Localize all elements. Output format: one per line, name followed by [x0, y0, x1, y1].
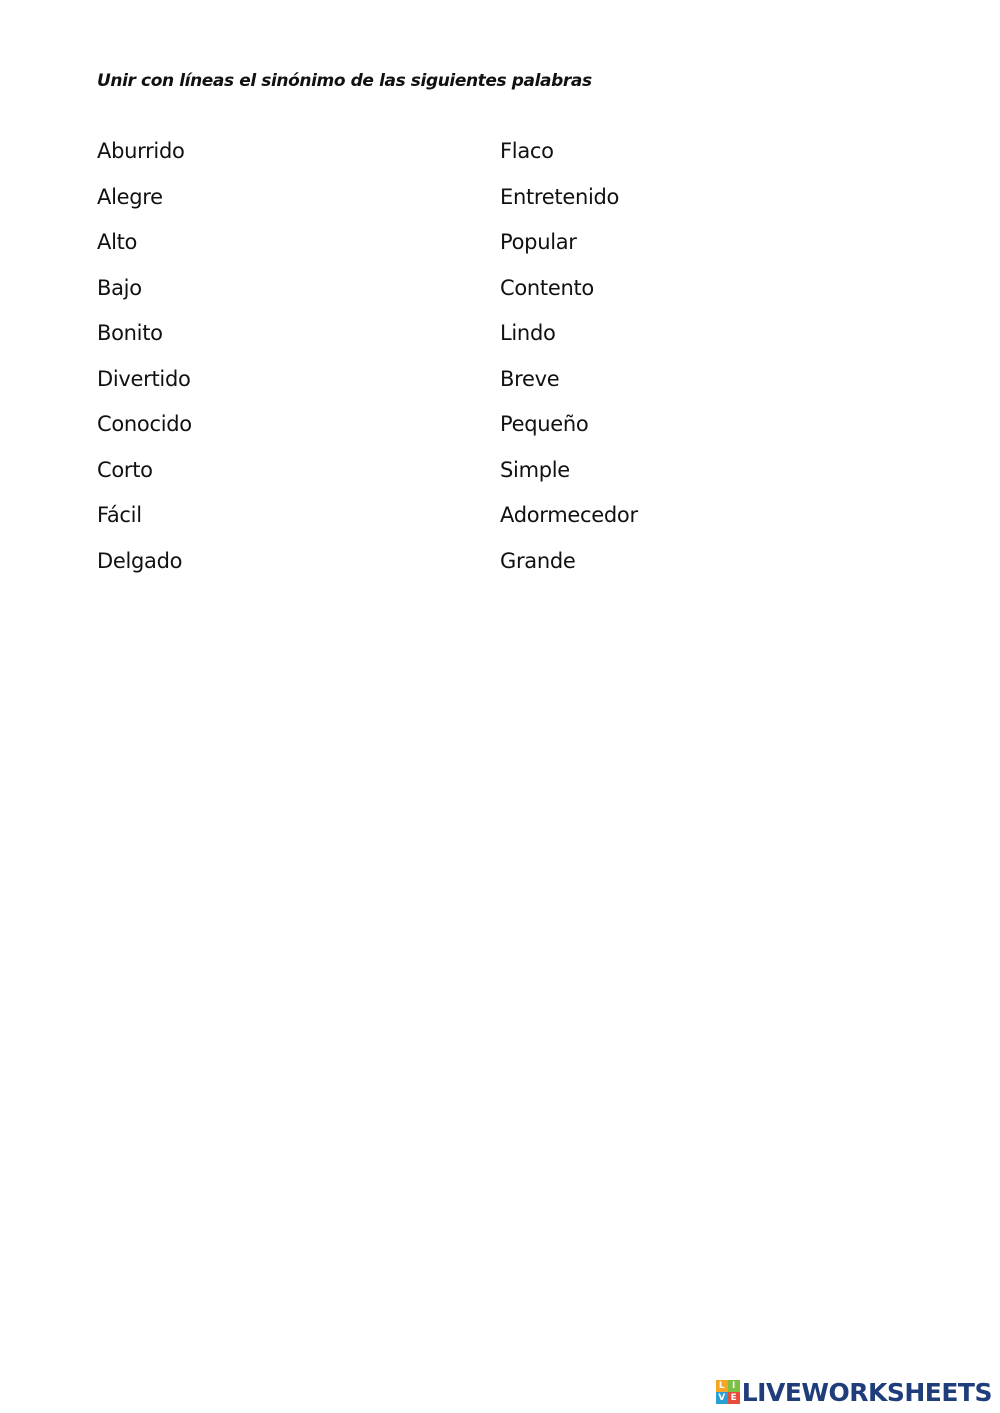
logo-mark-cell: L — [716, 1380, 728, 1392]
liveworksheets-logo-icon — [716, 1380, 740, 1404]
left-word[interactable]: Alegre — [97, 184, 163, 209]
left-word[interactable]: Divertido — [97, 366, 191, 391]
logo-text: LIVEWORKSHEETS — [741, 1377, 992, 1407]
right-word[interactable]: Contento — [500, 275, 594, 300]
right-word[interactable]: Flaco — [500, 139, 554, 163]
left-word[interactable]: Corto — [97, 457, 153, 482]
right-word[interactable]: Grande — [500, 548, 576, 573]
right-word[interactable]: Adormecedor — [500, 503, 638, 527]
instruction-text: Unir con líneas el sinónimo de las siguientes palabras — [97, 71, 592, 91]
logo-mark-cell: V — [716, 1392, 728, 1404]
liveworksheets-logo — [716, 1377, 992, 1407]
left-word[interactable]: Aburrido — [97, 139, 185, 163]
left-word[interactable]: Conocido — [97, 412, 192, 436]
right-word[interactable]: Entretenido — [500, 184, 620, 209]
left-word[interactable]: Delgado — [97, 548, 183, 573]
left-word[interactable]: Fácil — [97, 503, 142, 527]
left-word[interactable]: Bonito — [97, 321, 163, 345]
right-word[interactable]: Popular — [500, 230, 577, 254]
left-word-list — [97, 136, 192, 591]
left-word[interactable]: Bajo — [97, 275, 142, 300]
logo-mark-cell: I — [728, 1380, 740, 1392]
right-word[interactable]: Breve — [500, 366, 560, 391]
right-word[interactable]: Simple — [500, 457, 570, 482]
logo-mark-cell: E — [728, 1392, 740, 1404]
right-word[interactable]: Pequeño — [500, 412, 589, 436]
right-word[interactable]: Lindo — [500, 321, 556, 345]
left-word[interactable]: Alto — [97, 230, 138, 254]
right-word-list — [500, 136, 638, 591]
